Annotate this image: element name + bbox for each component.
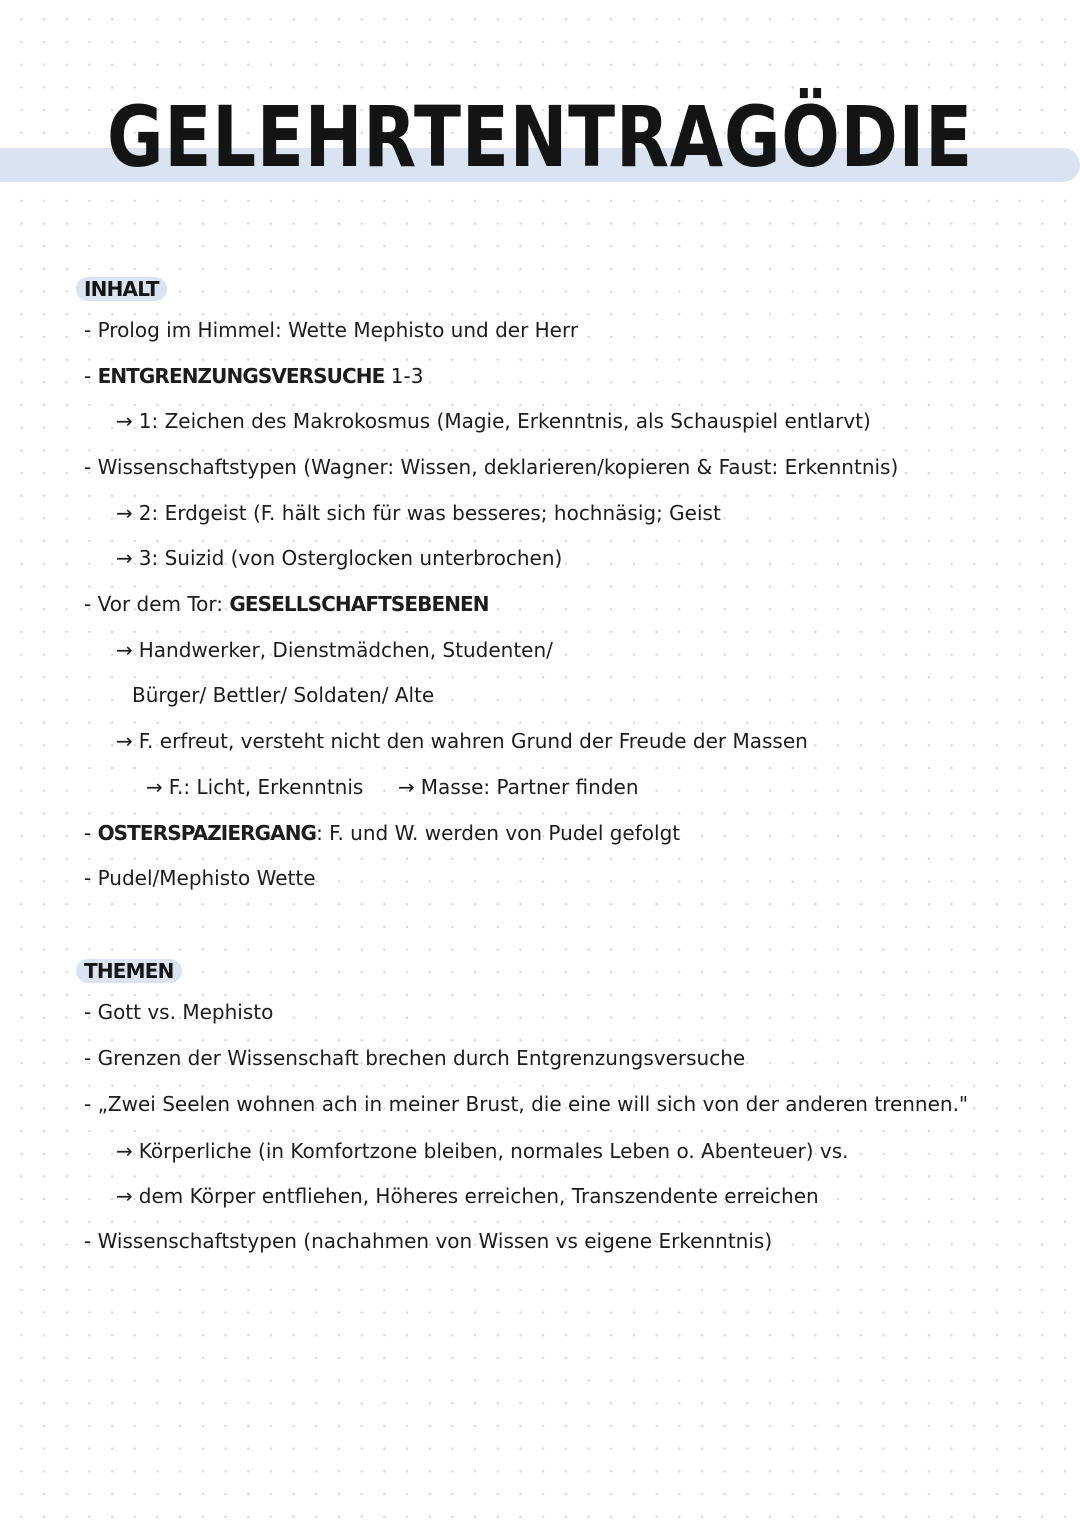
list-dash: - (84, 821, 98, 845)
arrow-icon: → (116, 546, 133, 570)
arrow-icon: → (398, 775, 415, 799)
page-title: GELEHRTENTRAGÖDIE (106, 88, 974, 186)
sub-item-text: 1: Zeichen des Makrokosmus (Magie, Erkenntnis, als Schauspiel entlarvt) (138, 409, 871, 433)
sub-item-koerperliche (116, 1137, 849, 1165)
list-item-text: : F. und W. werden von Pudel gefolgt (316, 821, 681, 845)
sub-item-text: Körperliche (in Komfortzone bleiben, normales Leben o. Abenteuer) vs. (138, 1139, 849, 1163)
sub-item-text: 2: Erdgeist (F. hält sich für was besseres; hochnäsig; Geist (138, 501, 721, 525)
list-item-osterspaziergang (84, 819, 680, 847)
list-item-prolog: - Prolog im Himmel: Wette Mephisto und der Herr (84, 318, 579, 342)
list-item-wissenschaftstypen: - Wissenschaftstypen (Wagner: Wissen, deklarieren/kopieren & Faust: Erkenntnis) (84, 455, 899, 479)
list-item-grenzen: - Grenzen der Wissenschaft brechen durch Entgrenzungsversuche (84, 1046, 746, 1070)
list-item-pudel: - Pudel/Mephisto Wette (84, 866, 316, 890)
arrow-icon: → (116, 729, 133, 753)
arrow-icon: → (116, 1139, 133, 1163)
sub-item-text: F. erfreut, versteht nicht den wahren Grund der Freude der Massen (138, 729, 808, 753)
sub-sub-item-masse (398, 773, 639, 801)
sub-item-zeichen (116, 407, 871, 435)
sub-item-text: dem Körper entfliehen, Höheres erreichen, Transzendente erreichen (138, 1184, 819, 1208)
sub-item-buerger: Bürger/ Bettler/ Soldaten/ Alte (132, 683, 435, 707)
sub-item-entfliehen (116, 1182, 819, 1210)
sub-item-handwerker (116, 636, 553, 664)
sub-item-text: 3: Suizid (von Osterglocken unterbrochen) (138, 546, 563, 570)
sub-item-text: Handwerker, Dienstmädchen, Studenten/ (138, 638, 553, 662)
sub-item-text: F.: Licht, Erkenntnis (168, 775, 364, 799)
list-item-zitat: - „Zwei Seelen wohnen ach in meiner Brust, die eine will sich von der anderen trennen." (84, 1092, 969, 1116)
list-item-text: - Vor dem Tor: (84, 592, 230, 616)
arrow-icon: → (116, 1184, 133, 1208)
keyword-gesellschaftsebenen: GESELLSCHAFTSEBENEN (229, 592, 489, 616)
arrow-icon: → (116, 409, 133, 433)
keyword-entgrenzungsversuche: ENTGRENZUNGSVERSUCHE (97, 364, 385, 388)
list-dash: - (84, 364, 98, 388)
sub-item-erdgeist (116, 499, 721, 527)
keyword-osterspaziergang: OSTERSPAZIERGANG (97, 821, 317, 845)
arrow-icon: → (116, 501, 133, 525)
arrow-icon: → (146, 775, 163, 799)
list-item-vor-dem-tor (84, 590, 489, 618)
list-item-text: 1-3 (384, 364, 424, 388)
section-label-inhalt: INHALT (76, 277, 167, 301)
list-item-entgrenzungsversuche (84, 362, 423, 390)
sub-item-suizid (116, 544, 562, 572)
sub-item-erfreut (116, 727, 808, 755)
list-item-gott: - Gott vs. Mephisto (84, 1000, 274, 1024)
list-item-wissenschaftstypen-2: - Wissenschaftstypen (nachahmen von Wissen vs eigene Erkenntnis) (84, 1229, 773, 1253)
arrow-icon: → (116, 638, 133, 662)
sub-item-text: Masse: Partner finden (420, 775, 639, 799)
section-label-themen: THEMEN (76, 959, 182, 983)
sub-sub-item-licht (146, 773, 363, 801)
